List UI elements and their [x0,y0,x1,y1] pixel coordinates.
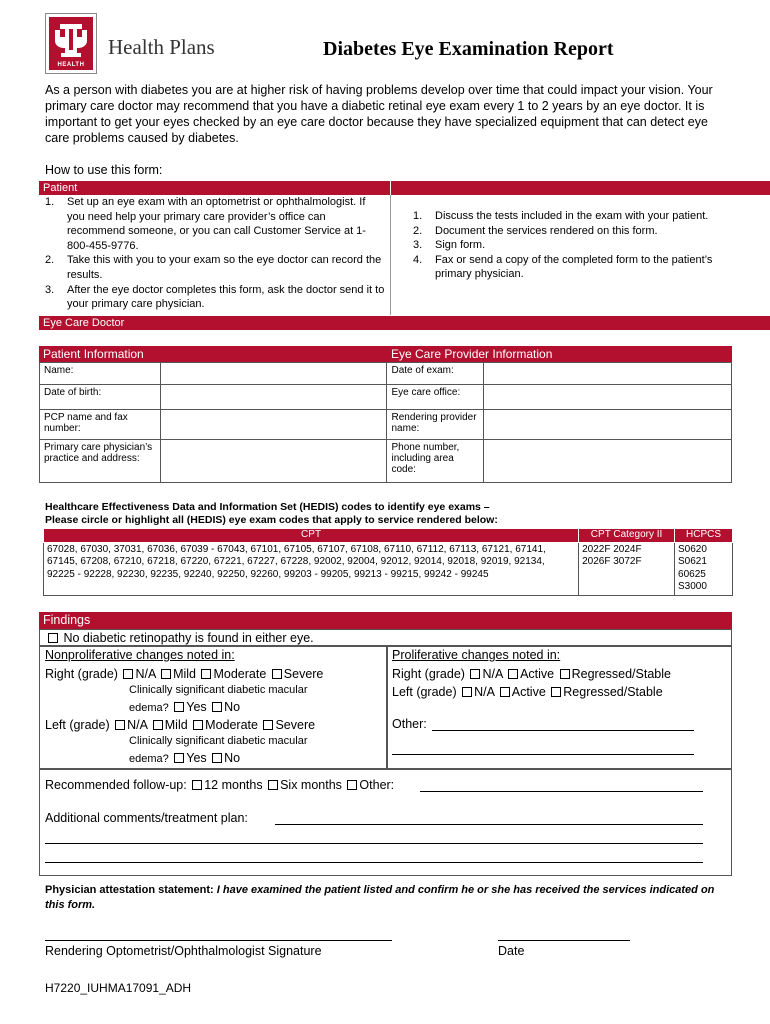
prolif-left-active-checkbox[interactable] [500,687,510,697]
right-severe-checkbox[interactable] [272,669,282,679]
followup-other-field[interactable] [420,791,703,792]
eye-care-office-field[interactable] [484,385,732,410]
date-of-exam-label: Date of exam: [387,363,484,385]
left-mild-checkbox[interactable] [153,720,163,730]
right-mild-checkbox[interactable] [161,669,171,679]
left-moderate-checkbox[interactable] [193,720,203,730]
doctor-step: 3. Sign form. [413,239,486,252]
patient-bar [39,181,770,195]
prolif-right-regressed-checkbox[interactable] [560,669,570,679]
cpt-cat2-header: CPT Category II [579,529,675,543]
info-table [39,362,732,483]
table-row [40,385,732,410]
phone-label: Phone number, including area code: [387,440,484,483]
signature-field[interactable] [45,940,392,941]
table-row [40,363,732,385]
cpt-header: CPT [44,529,579,543]
hcpcs-header: HCPCS [675,529,733,543]
date-label: Date [498,944,525,958]
doctor-step: 1. Discuss the tests included in the exam with your patient. [413,210,709,222]
prolif-right-active-checkbox[interactable] [508,669,518,679]
csme-right-q: Clinically significant diabetic macular [129,684,308,696]
comments-field-3[interactable] [45,862,703,863]
no-retinopathy-checkbox[interactable] [48,633,58,643]
patient-steps [45,195,385,312]
no-retinopathy-label: No diabetic retinopathy is found in either eye. [63,631,314,645]
date-field[interactable] [498,940,630,941]
dob-field[interactable] [160,385,387,410]
attestation-label: Physician attestation statement: [45,884,214,896]
phone-field[interactable] [484,440,732,483]
csme-left-yes-checkbox[interactable] [174,753,184,763]
pcp-label: PCP name and fax number: [40,410,161,440]
rendering-provider-field[interactable] [484,410,732,440]
csme-right-answer: edema? Yes No [129,700,241,714]
no-retinopathy-row [39,629,732,646]
doctor-steps [413,209,713,282]
cpt-codes: 67028, 67030, 37031, 67036, 67039 - 67043, 67101, 67105, 67107, 67108, 67110, 67112, 67113, 67121, 67141, 67145, 67208, 67210, 67218, 67220, 67221, 67227, 67228, 92002, 92004, 92012, 92014, 92018, 92019, 92134, 92225 - 92228, 92230, 92235, 92240, 92250, 92260, 99203 - 99205, 99213 - 99215, 99242 - 99245 [44,542,579,595]
page-title: Diabetes Eye Examination Report [323,38,614,60]
csme-right-yes-checkbox[interactable] [174,702,184,712]
nonprolif-head: Nonproliferative changes noted in: [45,648,235,662]
prolif-other-label: Other: [392,717,427,731]
trident-icon [49,17,93,61]
comments-field-1[interactable] [275,824,703,825]
prolif-left-regressed-checkbox[interactable] [551,687,561,697]
name-field[interactable] [160,363,387,385]
table-row [40,410,732,440]
patient-info-head: Patient Information [39,346,387,362]
patient-step: 2. Take this with you to your exam so the eye doctor can record the results. [45,254,382,281]
pcp-practice-field[interactable] [160,440,387,483]
doctor-step: 2. Document the services rendered on this form. [413,224,658,237]
followup-12-checkbox[interactable] [192,780,202,790]
attestation [45,883,735,913]
pcp-practice-label: Primary care physician’s practice and address: [40,440,161,483]
csme-left-no-checkbox[interactable] [212,753,222,763]
left-grade-nonprolif: Left (grade) N/A Mild Moderate Severe [45,718,316,732]
csme-left-q: Clinically significant diabetic macular [129,735,308,747]
hedis-intro: Healthcare Effectiveness Data and Information Set (HEDIS) codes to identify eye exams – Please circle or highlight all (HEDIS) eye exam codes that apply to service rendered below: [45,501,498,526]
pcp-field[interactable] [160,410,387,440]
csme-left-answer: edema? Yes No [129,751,241,765]
patient-step: 3. After the eye doctor completes this form, ask the doctor send it to your primary care physician. [45,283,385,311]
prolif-box [387,646,732,769]
howto-divider [390,195,391,315]
form-code: H7220_IUHMA17091_ADH [45,981,192,995]
patient-step: 1. Set up an eye exam with an optometrist or ophthalmologist. If you need help your primary care provider’s office can recommend someone, or you can call Customer Service at 1-800-455-9776. [45,196,366,252]
csme-right-no-checkbox[interactable] [212,702,222,712]
dob-label: Date of birth: [40,385,161,410]
eye-care-office-label: Eye care office: [387,385,484,410]
right-na-checkbox[interactable] [123,669,133,679]
right-grade-prolif: Right (grade) N/A Active Regressed/Stable [392,667,671,681]
brand-name: Health Plans [108,35,215,59]
prolif-right-na-checkbox[interactable] [470,669,480,679]
left-grade-prolif: Left (grade) N/A Active Regressed/Stable [392,685,663,699]
howto-heading: How to use this form: [45,163,163,177]
findings-head: Findings [39,612,732,629]
rendering-provider-label: Rendering provider name: [387,410,484,440]
right-grade-nonprolif: Right (grade) N/A Mild Moderate Severe [45,667,324,681]
attestation-text: I have examined the patient listed and confirm he or she has received the services indicated on this form. [45,884,715,911]
intro-paragraph: As a person with diabetes you are at higher risk of having problems develop over time that could impact your vision. Your primary care doctor may recommend that you have a diabetic retinal eye exam every 1 to 2 years by an eye doctor. It is important to get your eyes checked by an eye care doctor because they have specialized equipment that can detect eye care problems caused by diabetes. [45,83,713,145]
followup-6-checkbox[interactable] [268,780,278,790]
prolif-left-na-checkbox[interactable] [462,687,472,697]
left-na-checkbox[interactable] [115,720,125,730]
cpt-cat2-codes: 2022F 2024F 2026F 3072F [579,542,675,595]
right-moderate-checkbox[interactable] [201,669,211,679]
iu-health-logo [45,13,97,74]
doctor-step: 4. Fax or send a copy of the completed form to the patient’s primary physician. [413,253,713,281]
table-row [40,440,732,483]
followup-row: Recommended follow-up: 12 months Six months Other: [45,778,395,792]
eyecare-bar-label: Eye Care Doctor [43,317,125,329]
provider-info-head: Eye Care Provider Information [387,346,732,362]
hcpcs-codes: S0620 S0621 60625 S3000 [675,542,733,595]
patient-bar-label: Patient [43,182,78,194]
prolif-other-field[interactable] [432,730,694,731]
comments-label: Additional comments/treatment plan: [45,811,248,825]
prolif-other-field-2[interactable] [392,754,694,755]
logo-text: HEALTH [57,62,85,68]
left-severe-checkbox[interactable] [263,720,273,730]
eyecare-bar [39,316,770,330]
signature-label: Rendering Optometrist/Ophthalmologist Signature [45,944,322,958]
followup-other-checkbox[interactable] [347,780,357,790]
bar-divider [390,181,391,195]
name-label: Name: [40,363,161,385]
date-of-exam-field[interactable] [484,363,732,385]
hedis-codes-table [43,528,733,596]
prolif-head: Proliferative changes noted in: [392,648,561,662]
comments-field-2[interactable] [45,843,703,844]
